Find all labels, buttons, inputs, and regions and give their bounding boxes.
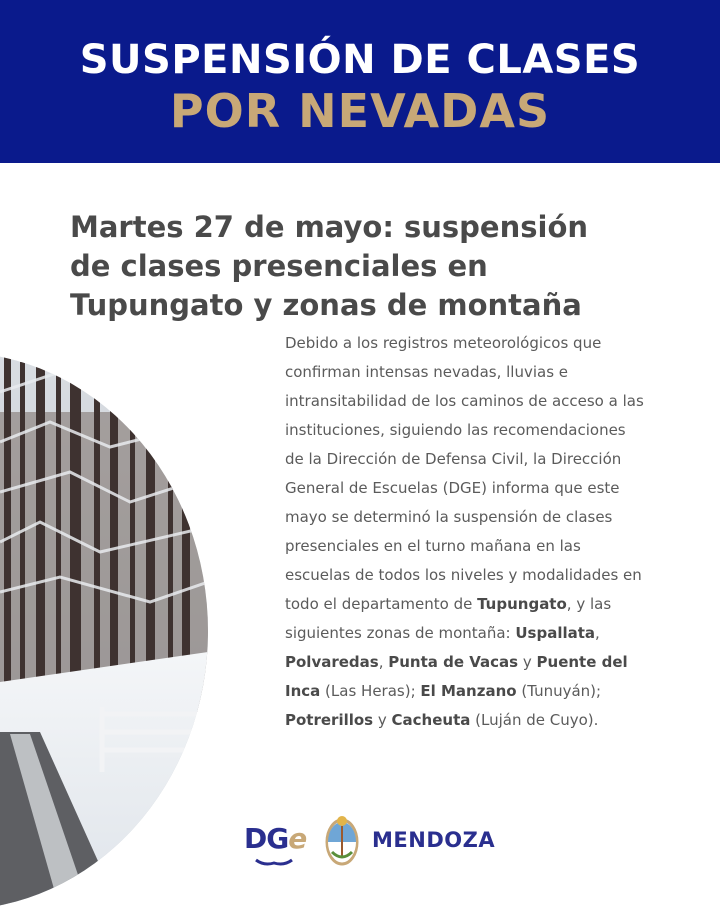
- dge-logo-text: DG: [244, 822, 289, 855]
- body-text-segment: (Luján de Cuyo).: [470, 711, 599, 729]
- body-text-segment: y: [518, 653, 537, 671]
- body-text-segment: Debido a los registros meteorológicos que confirman intensas nevadas, lluvias e intransitabilidad de los caminos de acceso a las instituciones, siguiendo las recomendaciones de la Dirección de Defensa Civil, la Dirección General de Escuelas (DGE) informa que este mayo se determinó la suspensión de clases presenciales en el turno mañana en las escuelas de todos los niveles y modalidades en todo el departamento de: [285, 334, 644, 613]
- body-text-segment: y: [373, 711, 392, 729]
- body-text-segment: , y las siguientes zonas de montaña:: [285, 595, 612, 642]
- body-text-segment: ,: [595, 624, 600, 642]
- banner-title-line2: POR NEVADAS: [169, 84, 551, 138]
- forest-illustration: [0, 352, 208, 910]
- headline: [70, 208, 670, 325]
- place-uspallata: Uspallata: [515, 624, 596, 642]
- banner-title-line1: SUSPENSIÓN DE CLASES: [79, 37, 641, 83]
- snowy-forest-photo: [0, 352, 208, 910]
- headline-line3: Tupungato y zonas de montaña: [70, 288, 582, 322]
- mendoza-wordmark: MENDOZA: [372, 828, 496, 852]
- body-text-segment: (Tunuyán);: [516, 682, 602, 700]
- place-polvaredas: Polvaredas: [285, 653, 379, 671]
- announcement-body: [285, 329, 645, 735]
- dge-logo-e: e: [288, 822, 307, 855]
- mendoza-coat-of-arms-icon: [322, 812, 362, 868]
- headline-line2: de clases presenciales en: [70, 249, 488, 283]
- title-banner: [0, 0, 720, 163]
- place-potrerillos: Potrerillos: [285, 711, 374, 729]
- place-puente-del-inca: Puente del Inca: [285, 653, 628, 700]
- headline-line1: Martes 27 de mayo: suspensión: [70, 210, 589, 244]
- place-punta-de-vacas: Punta de Vacas: [388, 653, 519, 671]
- body-text-segment: (Las Heras);: [320, 682, 421, 700]
- place-el-manzano: El Manzano: [420, 682, 517, 700]
- body-text-segment: ,: [378, 653, 389, 671]
- footer-logos: [240, 812, 500, 872]
- book-icon: [254, 858, 294, 868]
- place-tupungato: Tupungato: [477, 595, 567, 613]
- dge-logo: [244, 822, 306, 855]
- place-cacheuta: Cacheuta: [391, 711, 471, 729]
